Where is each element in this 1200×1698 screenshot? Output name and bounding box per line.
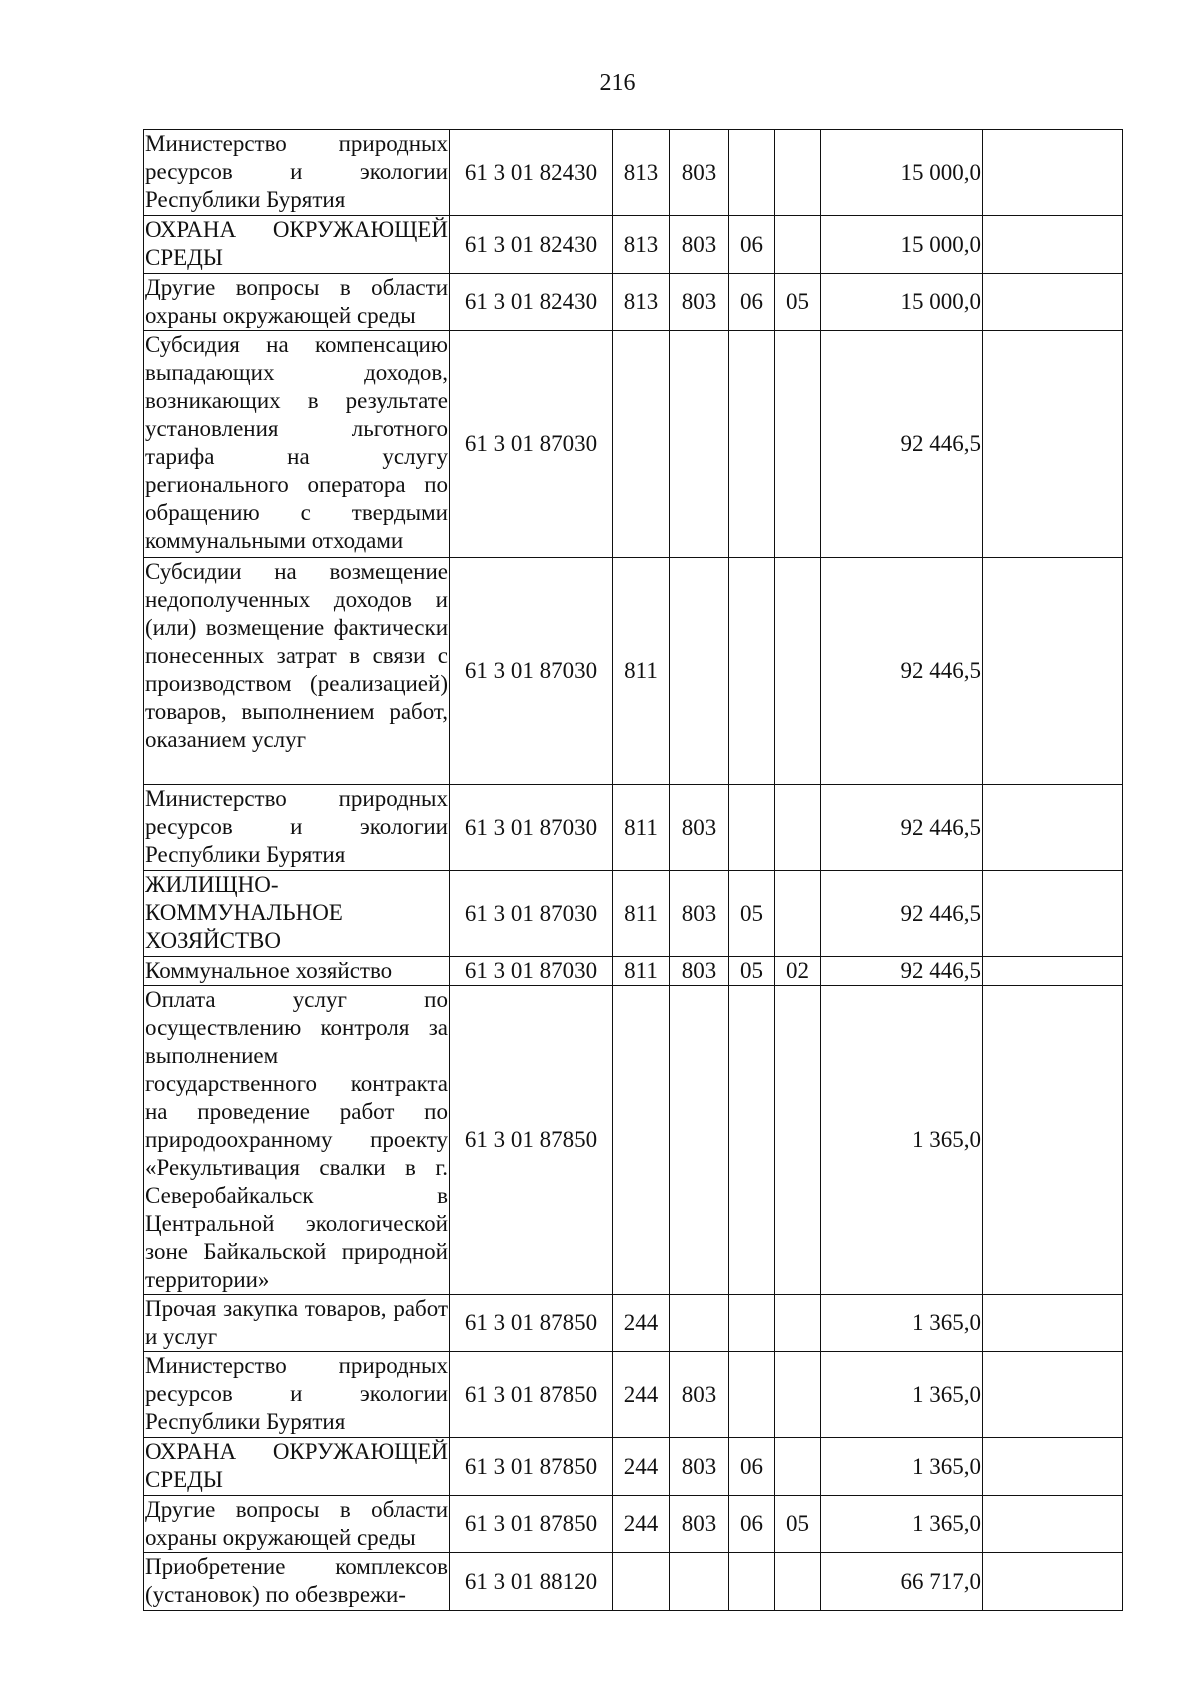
row-vr: 244 (613, 1438, 670, 1496)
row-rz (729, 1553, 775, 1611)
row-extra (983, 1352, 1123, 1438)
row-vr (613, 986, 670, 1295)
row-sum: 66 717,0 (821, 1553, 983, 1611)
row-pr (775, 1352, 821, 1438)
row-rz: 06 (729, 216, 775, 274)
row-rz (729, 130, 775, 216)
row-sum: 1 365,0 (821, 1438, 983, 1496)
row-name: Коммунальное хозяйство (144, 957, 450, 986)
row-sum: 1 365,0 (821, 1295, 983, 1352)
row-extra (983, 274, 1123, 331)
table-row (144, 331, 1123, 558)
row-vr (613, 331, 670, 558)
table-row (144, 1295, 1123, 1352)
row-extra (983, 1553, 1123, 1611)
table-row (144, 785, 1123, 871)
row-sum: 92 446,5 (821, 957, 983, 986)
table-row (144, 871, 1123, 957)
row-grbs: 803 (670, 1438, 729, 1496)
row-vr: 244 (613, 1352, 670, 1438)
row-rz (729, 558, 775, 785)
table-row (144, 986, 1123, 1295)
row-sum: 92 446,5 (821, 331, 983, 558)
row-rz: 06 (729, 1496, 775, 1553)
row-grbs (670, 1295, 729, 1352)
row-rz (729, 331, 775, 558)
row-name: Министерство природных ресурсов и экологии Республики Бурятия (144, 785, 450, 871)
table-row (144, 274, 1123, 331)
table-row (144, 558, 1123, 785)
row-code: 61 3 01 87850 (450, 1438, 613, 1496)
row-pr: 05 (775, 274, 821, 331)
row-rz: 05 (729, 871, 775, 957)
row-extra (983, 558, 1123, 785)
row-pr (775, 558, 821, 785)
row-name: Прочая закупка товаров, работ и услуг (144, 1295, 450, 1352)
row-extra (983, 331, 1123, 558)
row-pr (775, 871, 821, 957)
row-name: ОХРАНА ОКРУЖАЮЩЕЙ СРЕДЫ (144, 216, 450, 274)
row-name: Министерство природных ресурсов и экологии Республики Бурятия (144, 130, 450, 216)
row-code: 61 3 01 82430 (450, 130, 613, 216)
row-sum: 15 000,0 (821, 274, 983, 331)
table-row (144, 957, 1123, 986)
row-grbs (670, 558, 729, 785)
row-extra (983, 130, 1123, 216)
row-grbs: 803 (670, 216, 729, 274)
table-row (144, 130, 1123, 216)
row-code: 61 3 01 82430 (450, 216, 613, 274)
row-grbs (670, 1553, 729, 1611)
row-grbs (670, 986, 729, 1295)
row-rz: 05 (729, 957, 775, 986)
row-rz (729, 785, 775, 871)
row-code: 61 3 01 88120 (450, 1553, 613, 1611)
row-grbs: 803 (670, 1352, 729, 1438)
row-grbs: 803 (670, 1496, 729, 1553)
row-vr: 811 (613, 558, 670, 785)
budget-table (143, 129, 1123, 1611)
row-grbs: 803 (670, 957, 729, 986)
row-name: ОХРАНА ОКРУЖАЮЩЕЙ СРЕДЫ (144, 1438, 450, 1496)
row-rz (729, 1295, 775, 1352)
row-sum: 1 365,0 (821, 1352, 983, 1438)
row-sum: 92 446,5 (821, 558, 983, 785)
row-code: 61 3 01 87030 (450, 558, 613, 785)
row-vr: 813 (613, 274, 670, 331)
row-code: 61 3 01 87030 (450, 957, 613, 986)
row-grbs: 803 (670, 274, 729, 331)
row-rz: 06 (729, 1438, 775, 1496)
table-row (144, 1352, 1123, 1438)
row-pr (775, 1438, 821, 1496)
page-number: 216 (599, 70, 636, 96)
row-pr (775, 986, 821, 1295)
row-sum: 92 446,5 (821, 785, 983, 871)
row-vr: 811 (613, 785, 670, 871)
row-pr (775, 785, 821, 871)
row-sum: 92 446,5 (821, 871, 983, 957)
row-pr: 02 (775, 957, 821, 986)
table-row (144, 1496, 1123, 1553)
row-code: 61 3 01 87850 (450, 1352, 613, 1438)
row-pr (775, 1295, 821, 1352)
row-grbs: 803 (670, 871, 729, 957)
row-name: ЖИЛИЩНО-КОММУНАЛЬНОЕ ХОЗЯЙСТВО (144, 871, 450, 957)
row-code: 61 3 01 87030 (450, 785, 613, 871)
row-vr: 811 (613, 957, 670, 986)
row-name: Министерство природных ресурсов и экологии Республики Бурятия (144, 1352, 450, 1438)
row-grbs: 803 (670, 130, 729, 216)
row-name: Приобретение комплексов (установок) по обезврежи- (144, 1553, 450, 1611)
row-extra (983, 1438, 1123, 1496)
row-pr: 05 (775, 1496, 821, 1553)
row-name: Оплата услуг по осуществлению контроля за выполнением государственного контракта на проведение работ по природоохранному проекту «Рекультивация свалки в г. Северобайкальск в Центральной экологической зоне Байкальской природной территории» (144, 986, 450, 1295)
row-sum: 1 365,0 (821, 986, 983, 1295)
row-sum: 15 000,0 (821, 130, 983, 216)
row-extra (983, 1295, 1123, 1352)
row-extra (983, 871, 1123, 957)
row-name: Другие вопросы в области охраны окружающей среды (144, 274, 450, 331)
row-vr: 811 (613, 871, 670, 957)
row-code: 61 3 01 87030 (450, 331, 613, 558)
row-vr: 244 (613, 1295, 670, 1352)
row-rz (729, 986, 775, 1295)
row-rz (729, 1352, 775, 1438)
row-name: Субсидия на компенсацию выпадающих доходов, возникающих в результате установления льготного тарифа на услугу регионального оператора по обращению с твердыми коммунальными отходами (144, 331, 450, 558)
row-name: Субсидии на возмещение недополученных доходов и (или) возмещение фактически понесенных затрат в связи с производством (реализацией) товаров, выполнением работ, оказанием услуг (144, 558, 450, 785)
row-rz: 06 (729, 274, 775, 331)
row-extra (983, 1496, 1123, 1553)
row-pr (775, 216, 821, 274)
row-vr (613, 1553, 670, 1611)
row-sum: 15 000,0 (821, 216, 983, 274)
row-code: 61 3 01 87850 (450, 1496, 613, 1553)
row-name: Другие вопросы в области охраны окружающей среды (144, 1496, 450, 1553)
row-pr (775, 331, 821, 558)
row-extra (983, 957, 1123, 986)
row-extra (983, 785, 1123, 871)
row-code: 61 3 01 87850 (450, 986, 613, 1295)
table-row (144, 1438, 1123, 1496)
row-vr: 244 (613, 1496, 670, 1553)
row-pr (775, 1553, 821, 1611)
row-vr: 813 (613, 130, 670, 216)
row-pr (775, 130, 821, 216)
row-code: 61 3 01 82430 (450, 274, 613, 331)
row-extra (983, 986, 1123, 1295)
row-grbs (670, 331, 729, 558)
row-sum: 1 365,0 (821, 1496, 983, 1553)
row-code: 61 3 01 87030 (450, 871, 613, 957)
row-grbs: 803 (670, 785, 729, 871)
table-body (144, 130, 1123, 1611)
row-extra (983, 216, 1123, 274)
table-row (144, 1553, 1123, 1611)
row-vr: 813 (613, 216, 670, 274)
table-row (144, 216, 1123, 274)
row-code: 61 3 01 87850 (450, 1295, 613, 1352)
